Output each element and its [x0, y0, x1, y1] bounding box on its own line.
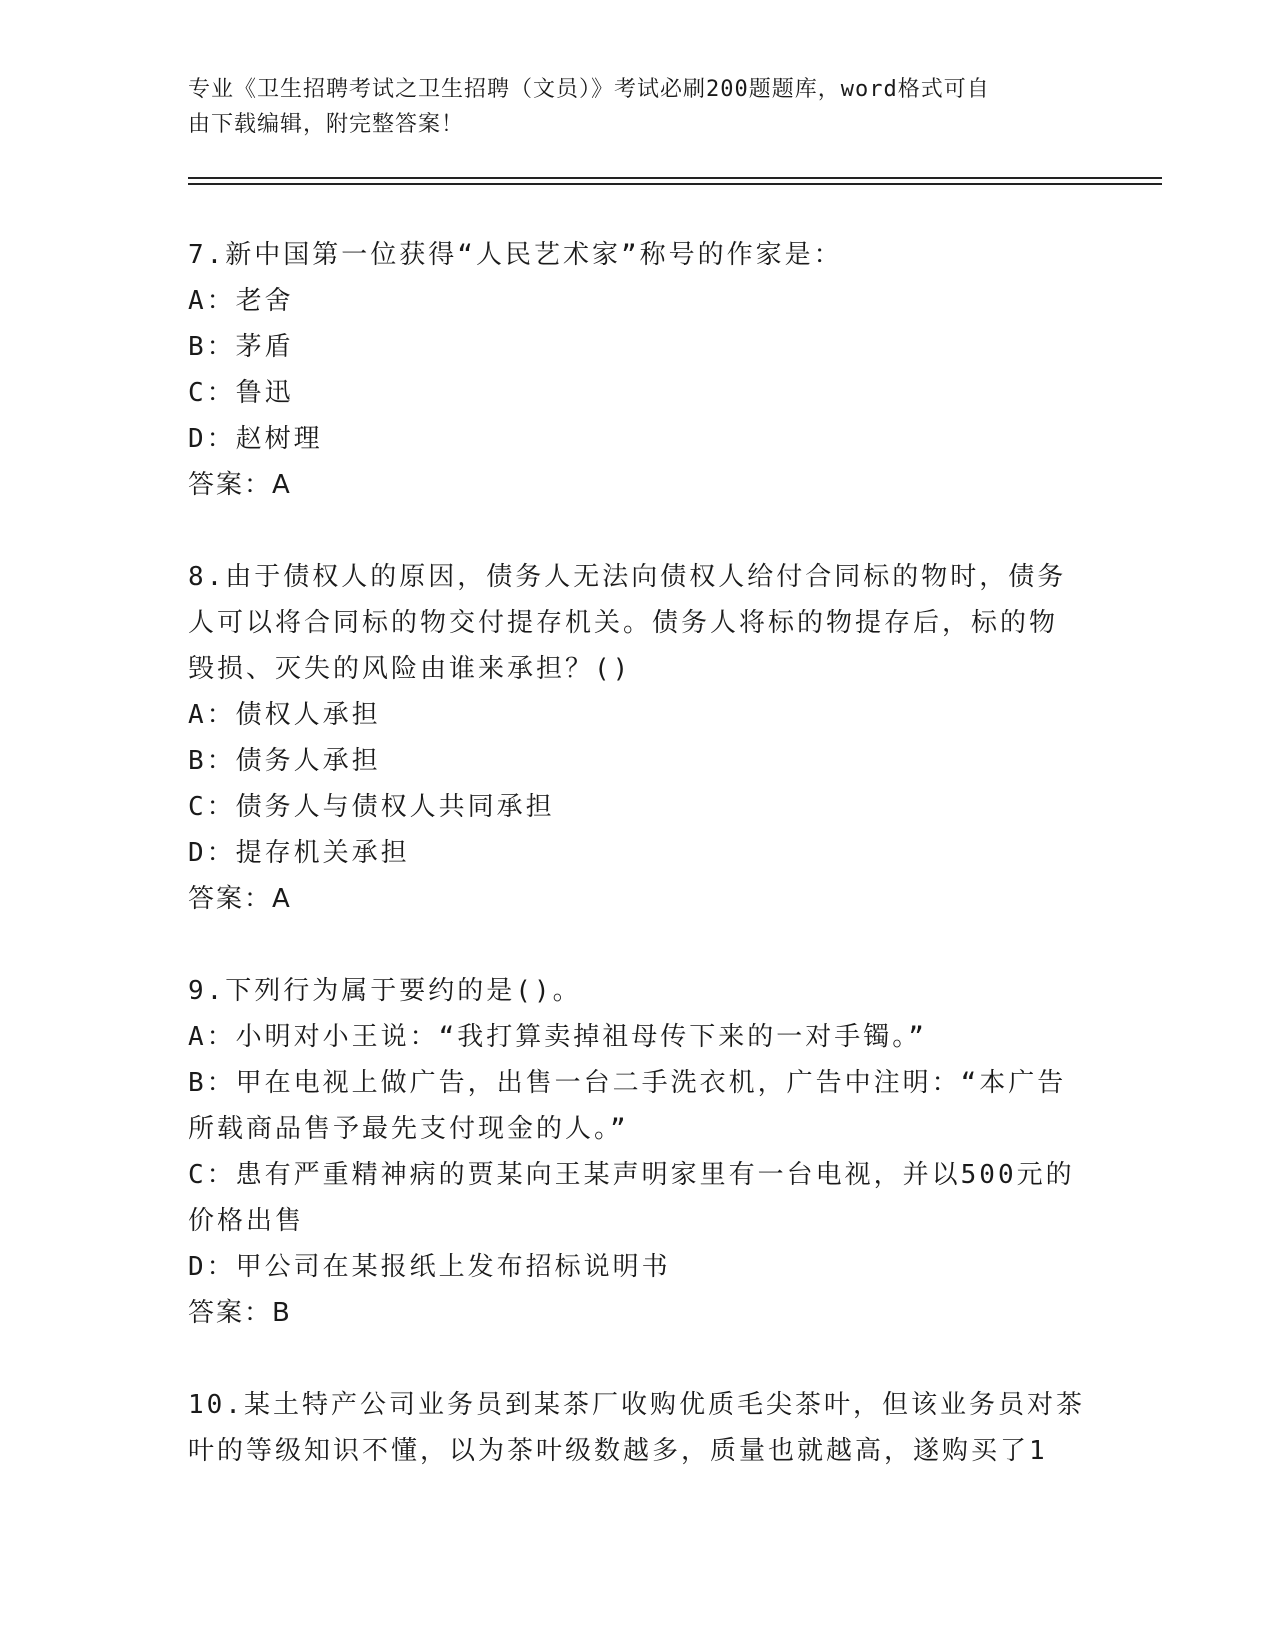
question-stem: 10.某土特产公司业务员到某茶厂收购优质毛尖茶叶，但该业务员对茶 — [188, 1390, 1085, 1420]
question-8 — [188, 554, 1088, 922]
question-10 — [188, 1382, 1088, 1474]
answer: 答案：A — [188, 884, 292, 914]
question-stem: 7.新中国第一位获得“人民艺术家”称号的作家是： — [188, 240, 843, 270]
option-d: D：甲公司在某报纸上发布招标说明书 — [188, 1252, 671, 1282]
question-9 — [188, 968, 1088, 1336]
option-c: C：债务人与债权人共同承担 — [188, 792, 555, 822]
header-divider-bottom — [188, 183, 1162, 185]
question-stem: 8.由于债权人的原因，债务人无法向债权人给付合同标的物时，债务 — [188, 562, 1067, 592]
header-line-2: 由下载编辑，附完整答案！ — [188, 112, 465, 137]
option-a: A：债权人承担 — [188, 700, 381, 730]
question-7 — [188, 232, 1088, 508]
question-stem: 毁损、灭失的风险由谁来承担？() — [188, 654, 632, 684]
answer: 答案：B — [188, 1298, 292, 1328]
option-b: B：茅盾 — [188, 332, 294, 362]
option-c: C：鲁迅 — [188, 378, 294, 408]
header-line-1: 专业《卫生招聘考试之卫生招聘（文员）》考试必刷200题题库，word格式可自 — [188, 77, 990, 102]
document-header — [188, 72, 1088, 142]
question-stem: 9.下列行为属于要约的是()。 — [188, 976, 582, 1006]
option-a: A：老舍 — [188, 286, 294, 316]
option-c: C：患有严重精神病的贾某向王某声明家里有一台电视，并以500元的 — [188, 1160, 1075, 1190]
option-b-continued: 所载商品售予最先支付现金的人。” — [188, 1114, 629, 1144]
option-b: B：债务人承担 — [188, 746, 381, 776]
header-divider-top — [188, 177, 1162, 179]
question-stem: 叶的等级知识不懂，以为茶叶级数越多，质量也就越高，遂购买了1 — [188, 1436, 1048, 1466]
option-a: A：小明对小王说：“我打算卖掉祖母传下来的一对手镯。” — [188, 1022, 927, 1052]
question-list — [188, 232, 1088, 1474]
option-b: B：甲在电视上做广告，出售一台二手洗衣机，广告中注明：“本广告 — [188, 1068, 1067, 1098]
option-c-continued: 价格出售 — [188, 1206, 305, 1236]
option-d: D：赵树理 — [188, 424, 323, 454]
question-stem: 人可以将合同标的物交付提存机关。债务人将标的物提存后，标的物 — [188, 608, 1059, 638]
option-d: D：提存机关承担 — [188, 838, 410, 868]
answer: 答案：A — [188, 470, 292, 500]
